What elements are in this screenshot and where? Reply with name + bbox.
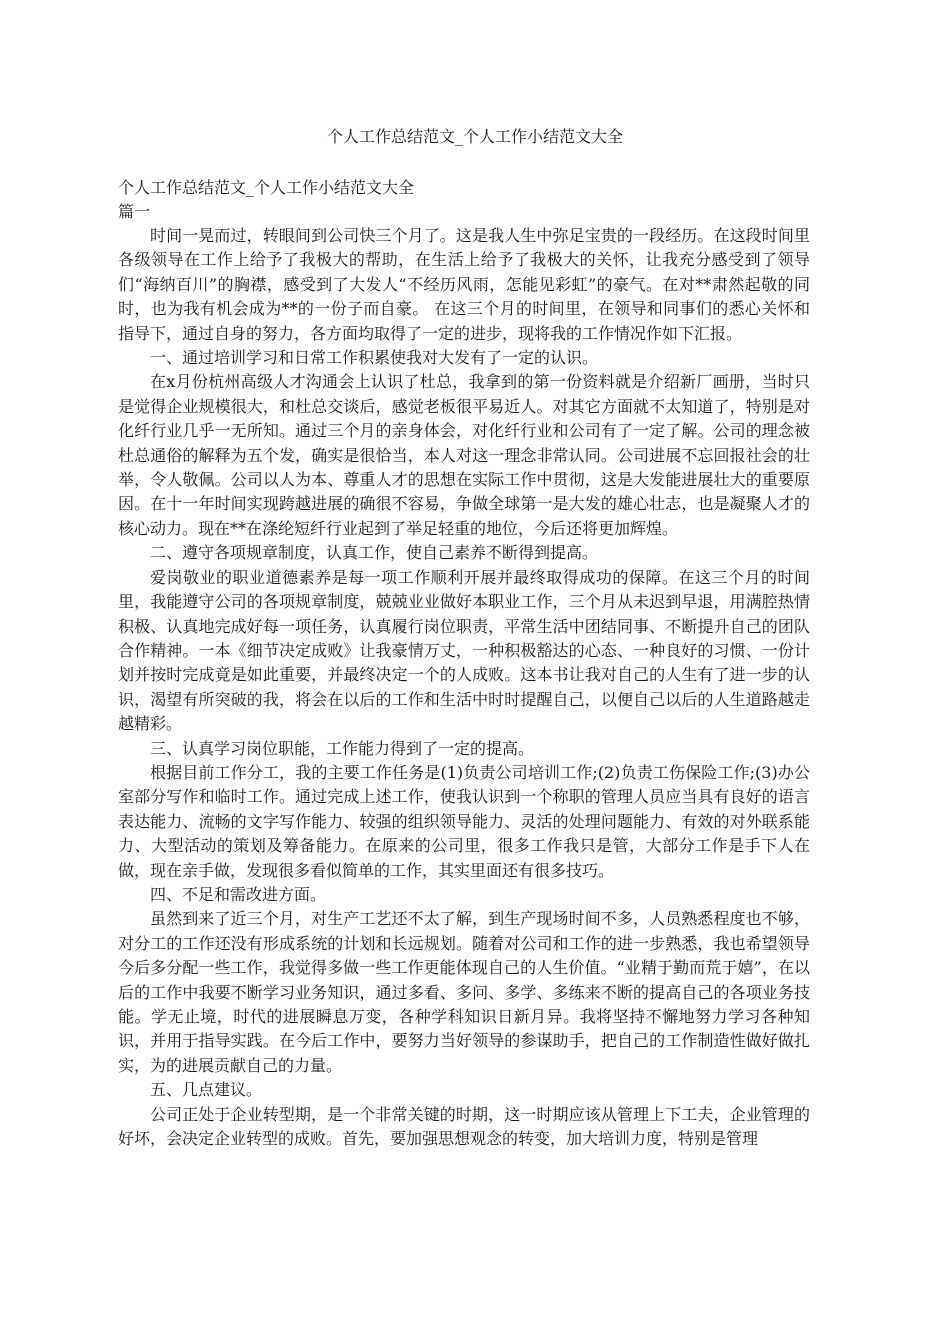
- section-heading-5: 五、几点建议。: [150, 1080, 263, 1100]
- document-body: [118, 176, 810, 1151]
- section-heading-3: 三、认真学习岗位职能，工作能力得到了一定的提高。: [150, 738, 535, 758]
- paragraph-rules: 爱岗敬业的职业道德素养是每一项工作顺利开展并最终取得成功的保障。在这三个月的时间里，我能遵守公司的各项规章制度，兢兢业业做好本职业工作，三个月从未迟到早退，用满腔热情积极、认真地完成好每一项任务，认真履行岗位职责，平常生活中团结同事、不断提升自己的团队合作精神。一本《细节决定成败》让我豪情万丈，一种积极豁达的心态、一种良好的习惯、一份计划并按时完成竟是如此重要，并最终决定一个的人成败。这本书让我对自己的人生有了进一步的认识，渴望有所突破的我，将会在以后的工作和生活中时时提醒自己，以便自己以后的人生道路越走越精彩。: [118, 567, 810, 734]
- document-subtitle: 个人工作总结范文_个人工作小结范文大全: [118, 178, 415, 197]
- paragraph-suggestions: 公司正处于企业转型期，是一个非常关键的时期，这一时期应该从管理上下工夫，企业管理的好坏，会决定企业转型的成败。首先，要加强思想观念的转变，加大培训力度，特别是管理: [118, 1104, 810, 1149]
- paragraph-intro: 时间一晃而过，转眼间到公司快三个月了。这是我人生中弥足宝贵的一段经历。在这段时间里各级领导在工作上给予了我极大的帮助，在生活上给予了我极大的关怀，让我充分感受到了领导们“海纳百川”的胸襟，感受到了大发人“不经历风雨，怎能见彩虹”的豪气。在对**肃然起敬的同时，也为我有机会成为**的一份子而自豪。 在这三个月的时间里，在领导和同事们的悉心关怀和指导下，通过自身的努力，各方面均取得了一定的进步，现将我的工作情况作如下汇报。: [118, 226, 810, 343]
- section-label: 篇一: [118, 202, 151, 221]
- paragraph-understanding: 在x月份杭州高级人才沟通会上认识了杜总，我拿到的第一份资料就是介绍新厂画册，当时只是觉得企业规模很大，和杜总交谈后，感觉老板很平易近人。对其它方面就不太知道了，特别是对化纤行业几乎一无所知。通过三个月的亲身体会，对化纤行业和公司有了一定了解。公司的理念被杜总通俗的解释为五个发，确实是很恰当，本人对这一理念非常认同。公司进展不忘回报社会的壮举，令人敬佩。公司以人为本、尊重人才的思想在实际工作中贯彻，这是大发能进展壮大的重要原因。在十一年时间实现跨越进展的确很不容易，争做全球第一是大发的雄心壮志，也是凝聚人才的核心动力。现在**在涤纶短纤行业起到了举足轻重的地位，今后还将更加辉煌。: [118, 372, 810, 538]
- paragraph-duties: 根据目前工作分工，我的主要工作任务是(1)负责公司培训工作;(2)负责工伤保险工作;(3)办公室部分写作和临时工作。通过完成上述工作，使我认识到一个称职的管理人员应当具有良好的语言表达能力、流畅的文字写作能力、较强的组织领导能力、灵活的处理问题能力、有效的对外联系能力、大型活动的策划及筹备能力。在原来的公司里，很多工作我只是管，大部分工作是手下人在做，现在亲手做，发现很多看似简单的工作，其实里面还有很多技巧。: [118, 762, 810, 880]
- paragraph-improvement: 虽然到来了近三个月，对生产工艺还不太了解，到生产现场时间不多，人员熟悉程度也不够，对分工的工作还没有形成系统的计划和长远规划。随着对公司和工作的进一步熟悉，我也希望领导今后多分配一些工作，我觉得多做一些工作更能体现自己的人生价值。“业精于勤而荒于嬉”，在以后的工作中我要不断学习业务知识，通过多看、多问、多学、多练来不断的提高自己的各项业务技能。学无止境，时代的进展瞬息万变，各种学科知识日新月异。我将坚持不懈地努力学习各种知识，并用于指导实践。在今后工作中，要努力当好领导的参谋助手，把自己的工作制造性做好做扎实，为的进展贡献自己的力量。: [118, 909, 810, 1075]
- document-title: 个人工作总结范文_个人工作小结范文大全: [326, 127, 623, 146]
- section-heading-1: 一、通过培训学习和日常工作积累使我对大发有了一定的认识。: [150, 348, 599, 368]
- section-heading-4: 四、不足和需改进方面。: [150, 884, 327, 904]
- section-heading-2: 二、遵守各项规章制度，认真工作，使自己素养不断得到提高。: [150, 543, 599, 563]
